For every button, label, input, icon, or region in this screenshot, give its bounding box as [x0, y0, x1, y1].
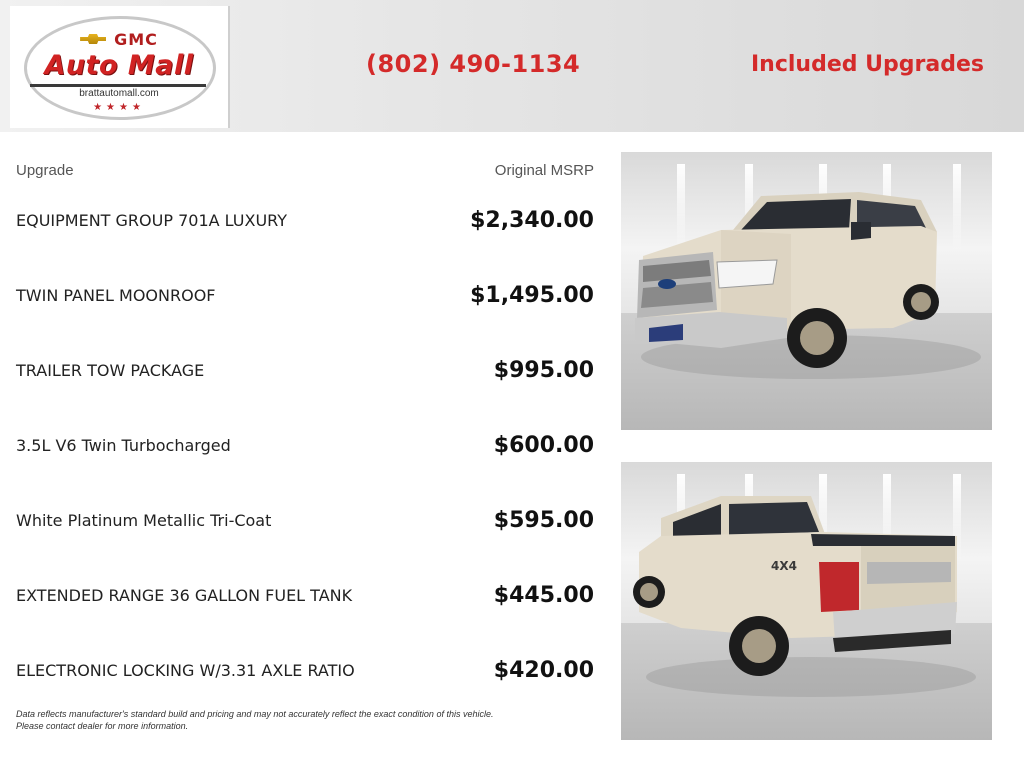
upgrade-row: [16, 275, 594, 315]
upgrade-price: $420.00: [493, 657, 594, 683]
logo-stars: ★★★★: [93, 102, 145, 113]
dealer-logo[interactable]: [10, 6, 230, 128]
truck-front-photo[interactable]: [621, 152, 992, 430]
truck-rear-photo[interactable]: [621, 462, 992, 740]
column-header-upgrade: Upgrade: [16, 162, 74, 179]
truck-rear-illustration: [621, 462, 992, 740]
upgrade-price: $2,340.00: [470, 207, 594, 233]
logo-underline: [30, 84, 206, 87]
dealer-phone-number[interactable]: (802) 490-1134: [366, 50, 581, 78]
header-banner: [0, 0, 1024, 132]
logo-title: Auto Mall: [44, 50, 194, 81]
logo-brand-text: GMC: [114, 30, 158, 49]
column-header-msrp: Original MSRP: [494, 162, 594, 179]
upgrade-name: ELECTRONIC LOCKING W/3.31 AXLE RATIO: [16, 660, 355, 680]
upgrade-name: White Platinum Metallic Tri-Coat: [16, 510, 272, 530]
upgrade-row: [16, 425, 594, 465]
upgrade-name: EQUIPMENT GROUP 701A LUXURY: [16, 210, 288, 230]
4x4-badge: 4X4: [771, 559, 797, 573]
upgrade-name: TWIN PANEL MOONROOF: [16, 285, 216, 305]
truck-front-illustration: [621, 152, 992, 430]
upgrade-name: TRAILER TOW PACKAGE: [16, 360, 205, 380]
disclaimer-line: Please contact dealer for more information.: [16, 721, 189, 731]
upgrade-row: [16, 575, 594, 615]
disclaimer: [16, 708, 606, 732]
upgrade-row: [16, 650, 594, 690]
upgrade-price: $995.00: [493, 357, 594, 383]
upgrade-row: [16, 200, 594, 240]
logo-website: brattautomall.com: [79, 88, 159, 99]
upgrade-price: $1,495.00: [470, 282, 594, 308]
upgrade-name: 3.5L V6 Twin Turbocharged: [16, 435, 231, 455]
chevrolet-bowtie-icon: [80, 34, 106, 44]
upgrade-name: EXTENDED RANGE 36 GALLON FUEL TANK: [16, 585, 353, 605]
upgrade-price: $595.00: [493, 507, 594, 533]
upgrade-row: [16, 350, 594, 390]
logo-brands: [10, 30, 228, 49]
upgrade-price: $445.00: [493, 582, 594, 608]
upgrade-price: $600.00: [493, 432, 594, 458]
disclaimer-line: Data reflects manufacturer's standard build and pricing and may not accurately reflect the exact condition of this vehicle.: [16, 709, 494, 719]
upgrade-row: [16, 500, 594, 540]
section-title: Included Upgrades: [751, 52, 984, 77]
